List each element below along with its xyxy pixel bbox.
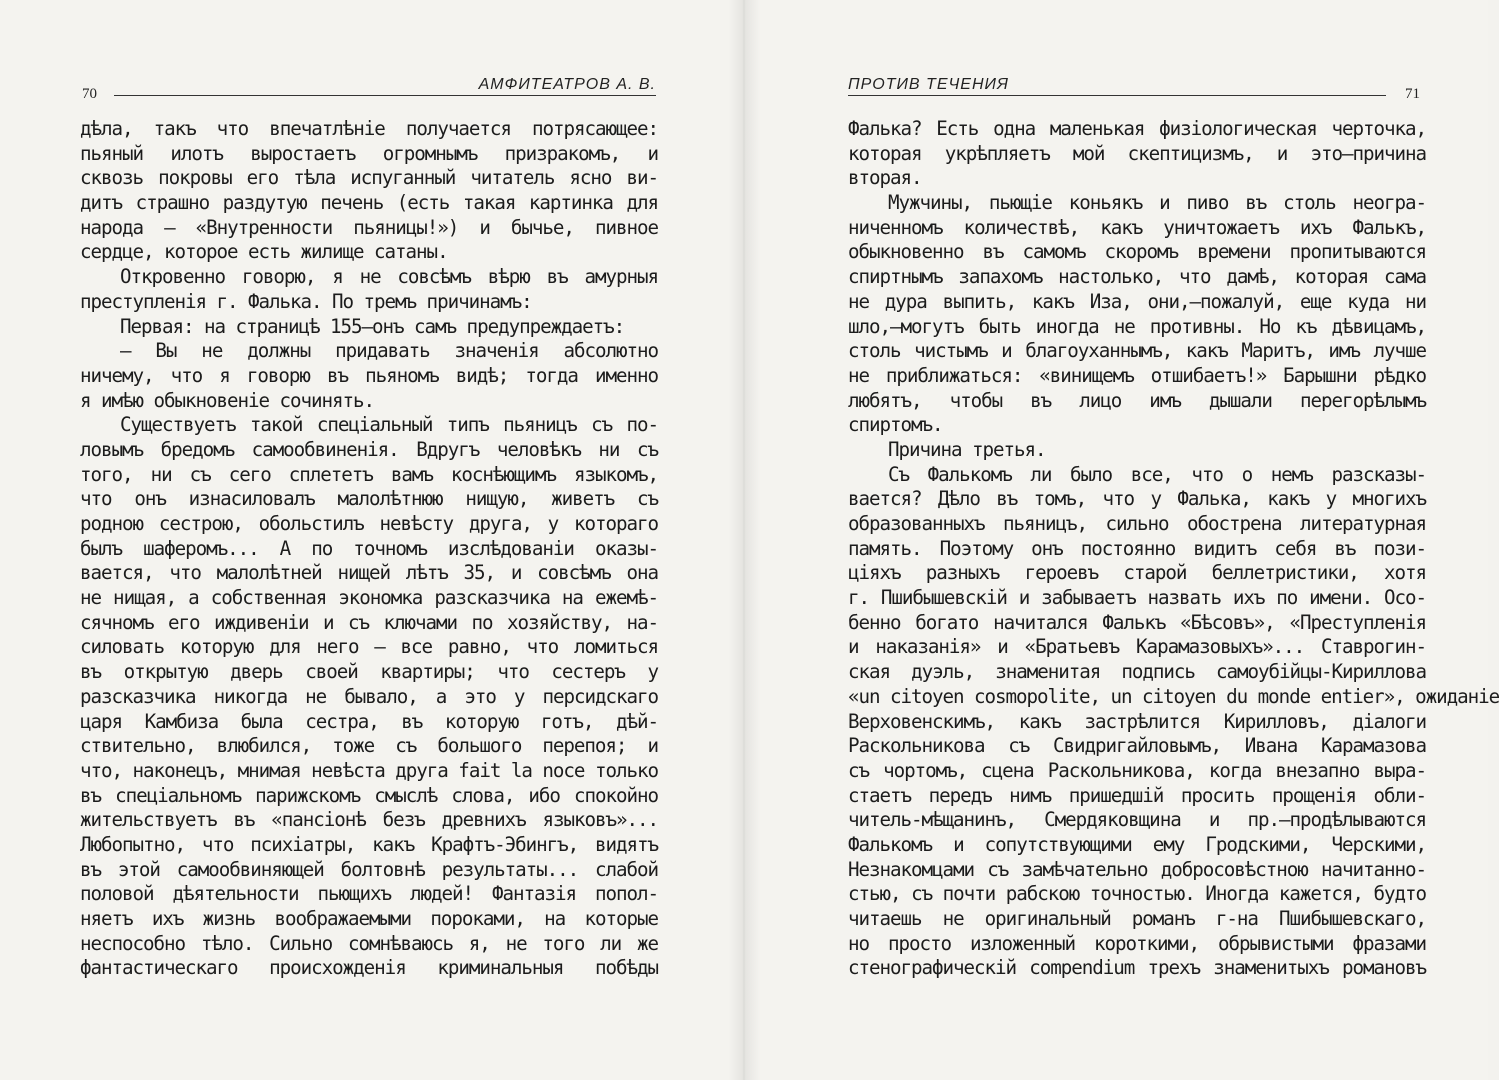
right-page-header: [848, 76, 1420, 106]
text-line: и наказанія» и «Братьевъ Карамазовыхъ»... Ставрогин-: [848, 635, 1426, 659]
text-line: фантастическаго происхожденія криминальныя побѣды: [80, 956, 658, 980]
text-line: образованныхъ пьяницъ, сильно обострена литературная: [848, 512, 1426, 535]
text-line: половой дѣятельности пьющихъ людей! Фантазія попол-: [80, 882, 658, 906]
text-line: пьяный илотъ выростаетъ огромнымъ призракомъ, и: [80, 141, 658, 165]
text-line: Фалькомъ и сопутствующими ему Гродскими, Черскими,: [848, 832, 1426, 856]
text-line: няетъ ихъ жизнь воображаемыми пороками, на которые: [80, 907, 658, 930]
text-line: ствительно, влюбился, тоже съ большого перепоя; и: [80, 734, 658, 758]
text-line: преступленія г. Фалька. По тремъ причинамъ:: [80, 289, 532, 313]
text-line: не дура выпить, какъ Иза, они,—пожалуй, еще куда ни: [848, 289, 1426, 313]
running-head-author: АМФИТЕАТРОВ А. В.: [478, 76, 656, 93]
header-rule: [114, 95, 656, 96]
text-line: Верховенскимъ, какъ застрѣлится Кирилловъ, діалоги: [848, 709, 1426, 733]
left-page-body: [80, 117, 658, 981]
text-line: читель-мѣщанинъ, Смердяковщина и пр.—продѣлываются: [848, 808, 1426, 832]
text-line: спиртомъ.: [848, 413, 943, 437]
page-number: 70: [82, 86, 97, 102]
left-page-header: [82, 76, 656, 106]
text-line: народа — «Внутренности пьяницы!») и бычье, пивное: [80, 215, 658, 239]
text-line: разсказчика никогда не бывало, а это у персидскаго: [80, 684, 658, 708]
text-line: спиртнымъ запахомъ настолько, что дамѣ, которая сама: [848, 265, 1426, 289]
text-line: бенно богато начитался Фалькъ «Бѣсовъ», «Преступленія: [848, 610, 1426, 634]
text-line: царя Камбиза была сестра, въ которую готъ, дѣй-: [80, 709, 658, 733]
text-line: стью, съ почти рабскою точностью. Иногда кажется, будто: [848, 882, 1426, 906]
text-line: Существуетъ такой спеціальный типъ пьяницъ съ по-: [120, 413, 658, 437]
text-line: стаетъ передъ нимъ пришедшій просить прощенія обли-: [848, 783, 1426, 807]
right-page: [744, 0, 1499, 1080]
text-line: въ этой самообвиняющей болтовнѣ результаты... слабой: [80, 857, 658, 881]
text-line: ловымъ бредомъ самообвиненія. Вдругъ человѣкъ ни съ: [80, 437, 658, 461]
text-line: Откровенно говорю, я не совсѣмъ вѣрю въ амурныя: [120, 265, 658, 289]
text-line: въ спеціальномъ парижскомъ смыслѣ слова, ибо спокойно: [80, 783, 658, 807]
text-line: любятъ, чтобы въ лицо имъ дышали перегорѣлымъ: [848, 388, 1426, 412]
text-line: что онъ изнасиловалъ малолѣтнюю нищую, живетъ съ: [80, 487, 658, 511]
text-line: неспособно тѣло. Сильно сомнѣваюсь я, не того ли же: [80, 931, 658, 955]
header-rule: [848, 95, 1386, 96]
right-page-body: [848, 117, 1499, 981]
text-line: дѣла, такъ что впечатлѣніе получается потрясающее:: [80, 117, 658, 140]
text-line: силовать которую для него — все равно, что ломиться: [80, 635, 658, 659]
text-line: ціяхъ разныхъ героевъ старой беллетристики, хотя: [848, 561, 1426, 585]
text-line: Фалька? Есть одна маленькая физіологическая черточка,: [848, 117, 1426, 140]
text-line: Причина третья.: [888, 437, 1046, 461]
text-line: сячномъ его иждивеніи и съ ключами по хозяйству, на-: [80, 610, 658, 634]
text-line: ничему, что я говорю въ пьяномъ видѣ; тогда именно: [80, 363, 658, 387]
page-number: 71: [1405, 86, 1420, 102]
left-page: [0, 0, 744, 1080]
text-line: жительствуетъ въ «пансіонѣ безъ древнихъ языковъ»...: [80, 808, 658, 832]
text-line: Любопытно, что психіатры, какъ Крафтъ-Эбингъ, видятъ: [80, 832, 658, 856]
text-line: не нищая, а собственная экономка разсказчика на ежемѣ-: [80, 586, 658, 610]
text-line: ская дуэль, знаменитая подпись самоубійцы-Кириллова: [848, 660, 1426, 684]
text-line: вается? Дѣло въ томъ, что у Фалька, какъ у многихъ: [848, 487, 1426, 511]
text-line: ниченномъ количествѣ, какъ уничтожаетъ ихъ Фалькъ,: [848, 215, 1426, 239]
text-line: дитъ страшно раздутую печень (есть такая картинка для: [80, 191, 658, 215]
text-line: столь чистымъ и благоуханнымъ, какъ Маритъ, имъ лучше: [848, 339, 1426, 363]
text-line: родною сестрою, обольстилъ невѣсту друга, у котораго: [80, 512, 658, 535]
text-line: въ открытую дверь своей квартиры; что сестеръ у: [80, 660, 658, 684]
text-line: — Вы не должны придавать значенія абсолютно: [120, 339, 658, 363]
text-line: «un citoyen cosmopolite, un citoyen du monde entier», ожиданіе: [848, 684, 1499, 708]
text-line: Съ Фалькомъ ли было все, что о немъ разсказы-: [888, 462, 1426, 486]
text-line: Первая: на страницѣ 155—онъ самъ предупреждаетъ:: [120, 314, 625, 338]
text-line: обыкновенно въ самомъ скоромъ времени пропитываются: [848, 240, 1426, 264]
text-line: сквозь покровы его тѣла испуганный читатель ясно ви-: [80, 166, 658, 190]
text-line: Мужчины, пьющіе коньякъ и пиво въ столь неогра-: [888, 191, 1426, 215]
text-line: Незнакомцами съ замѣчательно добросовѣстною начитанно-: [848, 857, 1426, 881]
text-line: шло,—могутъ быть иногда не противны. Но къ дѣвицамъ,: [848, 314, 1426, 338]
text-line: съ чортомъ, сцена Раскольникова, когда внезапно выра-: [848, 758, 1426, 782]
text-line: вается, что малолѣтней нищей лѣтъ 35, и совсѣмъ она: [80, 561, 658, 585]
text-line: стенографическій compendium трехъ знаменитыхъ романовъ: [848, 956, 1426, 980]
text-line: я имѣю обыкновеніе сочинять.: [80, 388, 375, 412]
text-line: которая укрѣпляетъ мой скептицизмъ, и это—причина: [848, 141, 1426, 165]
text-line: читаешь не оригинальный романъ г-на Пшибышевскаго,: [848, 907, 1426, 930]
text-line: вторая.: [848, 166, 922, 190]
text-line: того, ни съ сего сплететъ вамъ коснѣющимъ языкомъ,: [80, 462, 658, 486]
text-line: былъ шаферомъ... А по точномъ изслѣдованіи оказы-: [80, 536, 658, 560]
text-line: г. Пшибышевскій и забываетъ назвать ихъ по имени. Осо-: [848, 586, 1426, 610]
running-head-title: ПРОТИВ ТЕЧЕНИЯ: [848, 76, 1009, 93]
text-line: но просто изложенный короткими, обрывистыми фразами: [848, 931, 1426, 955]
text-line: не приближаться: «винищемъ отшибаетъ!» Барышни рѣдко: [848, 363, 1426, 387]
text-line: что, наконецъ, мнимая невѣста друга fait la noce только: [80, 758, 658, 782]
text-line: Раскольникова съ Свидригайловымъ, Ивана Карамазова: [848, 734, 1426, 758]
text-line: сердце, которое есть жилище сатаны.: [80, 240, 448, 264]
text-line: память. Поэтому онъ постоянно видитъ себя въ пози-: [848, 536, 1426, 560]
